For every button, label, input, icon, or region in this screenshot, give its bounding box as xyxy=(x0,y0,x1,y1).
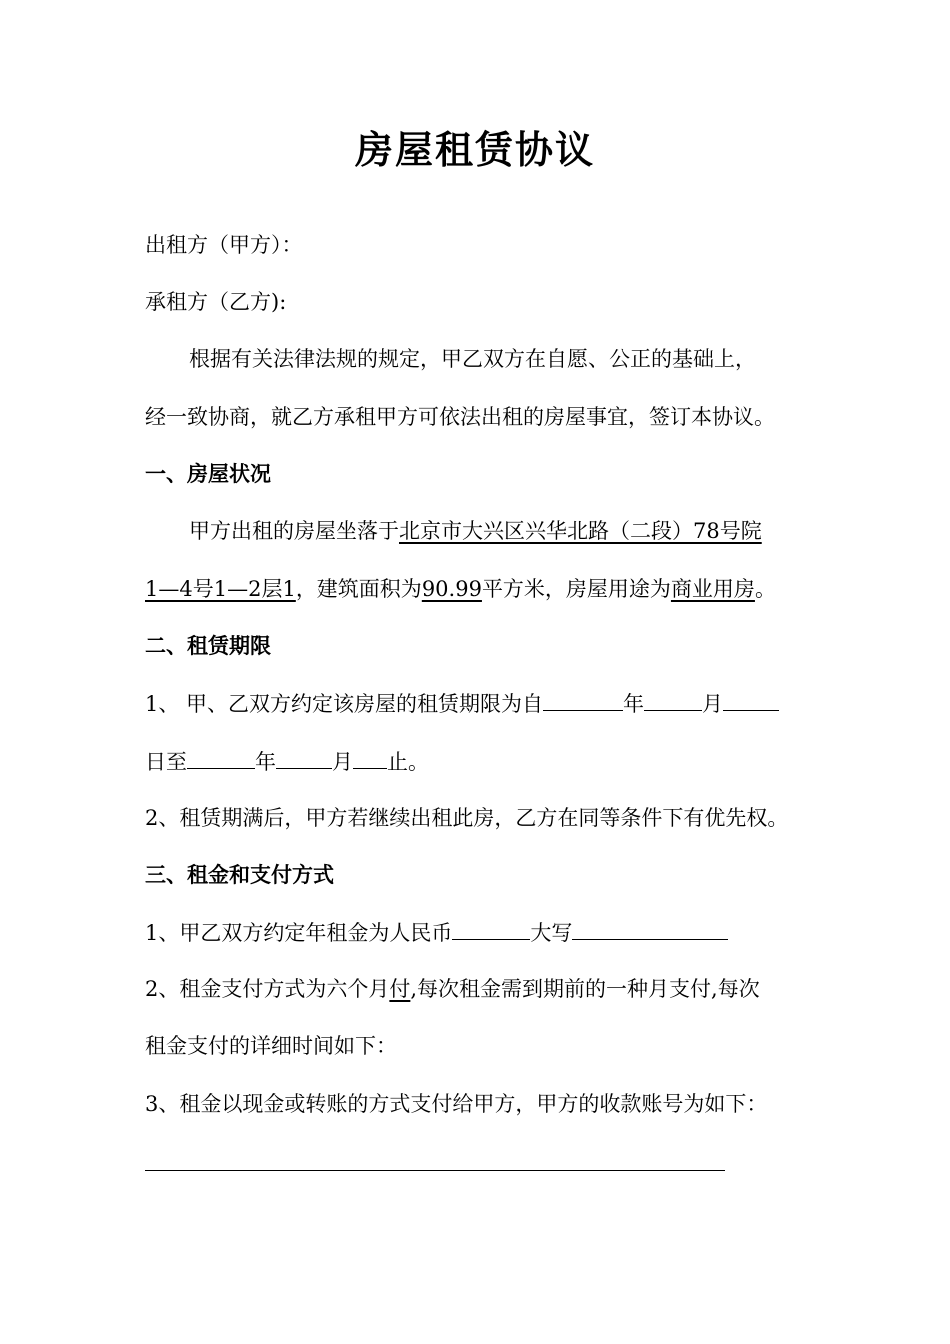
preamble-line-1: 根据有关法律法规的规定，甲乙双方在自愿、公正的基础上， xyxy=(189,347,756,371)
rent-amount-blank[interactable] xyxy=(452,917,530,940)
section-3-heading: 三、租金和支付方式 xyxy=(145,862,334,887)
payment-method-rest: ,每次租金需到期前的一种月支付,每次 xyxy=(410,977,760,1001)
annual-rent-prefix: 1、甲乙双方约定年租金为人民币 xyxy=(145,921,453,945)
area-value: 90.99 xyxy=(421,577,482,601)
account-number-blank[interactable] xyxy=(145,1170,725,1171)
document-title: 房屋租赁协议 xyxy=(354,127,595,172)
pay-word: 付 xyxy=(389,977,411,1001)
year-label-end: 年 xyxy=(255,750,276,774)
payment-method-line-1 xyxy=(145,974,760,1004)
payment-method-prefix: 2、租金支付方式为六个月 xyxy=(145,977,390,1001)
address-part-2: 1—4号1—2层1 xyxy=(145,577,296,601)
lease-term-line-2 xyxy=(145,746,429,777)
lease-term-prefix: 1、 甲、乙双方约定该房屋的租赁期限为自 xyxy=(145,692,544,716)
start-day-blank[interactable] xyxy=(723,688,779,711)
usage-value: 商业用房 xyxy=(670,577,755,601)
payment-method-line-2: 租金支付的详细时间如下： xyxy=(145,1034,397,1058)
year-label-start: 年 xyxy=(623,692,645,716)
usage-prefix: 平方米，房屋用途为 xyxy=(481,577,671,601)
address-part-1: 北京市大兴区兴华北路（二段）78号院 xyxy=(399,519,762,543)
annual-rent-line xyxy=(145,917,728,948)
renewal-priority-line: 2、租赁期满后，甲方若继续出租此房，乙方在同等条件下有优先权。 xyxy=(145,806,789,830)
location-prefix: 甲方出租的房屋坐落于 xyxy=(189,519,399,543)
start-month-blank[interactable] xyxy=(644,688,702,711)
section-2-heading: 二、租赁期限 xyxy=(145,633,271,658)
lessor-line: 出租方（甲方）： xyxy=(145,233,303,257)
month-label-start: 月 xyxy=(702,692,724,716)
end-label: 止。 xyxy=(387,750,429,774)
rent-amount-in-words-blank[interactable] xyxy=(572,917,728,940)
day-to-label: 日至 xyxy=(145,750,187,774)
month-label-end: 月 xyxy=(332,750,353,774)
end-year-blank[interactable] xyxy=(187,746,255,769)
section-1-paragraph-line-2 xyxy=(145,574,776,604)
start-year-blank[interactable] xyxy=(543,688,623,711)
preamble-line-2: 经一致协商，就乙方承租甲方可依法出租的房屋事宜，签订本协议。 xyxy=(145,405,775,429)
section-1-paragraph-line-1 xyxy=(189,516,762,546)
period-mark: 。 xyxy=(754,577,776,601)
end-day-blank[interactable] xyxy=(353,746,387,769)
section-1-heading: 一、房屋状况 xyxy=(145,461,271,486)
end-month-blank[interactable] xyxy=(276,746,332,769)
lease-term-line-1 xyxy=(145,688,779,719)
area-prefix: ，建筑面积为 xyxy=(295,577,422,601)
lessee-line: 承租方（乙方): xyxy=(145,290,287,314)
daxie-label: 大写 xyxy=(530,921,573,945)
payment-account-line: 3、租金以现金或转账的方式支付给甲方，甲方的收款账号为如下： xyxy=(145,1092,768,1116)
